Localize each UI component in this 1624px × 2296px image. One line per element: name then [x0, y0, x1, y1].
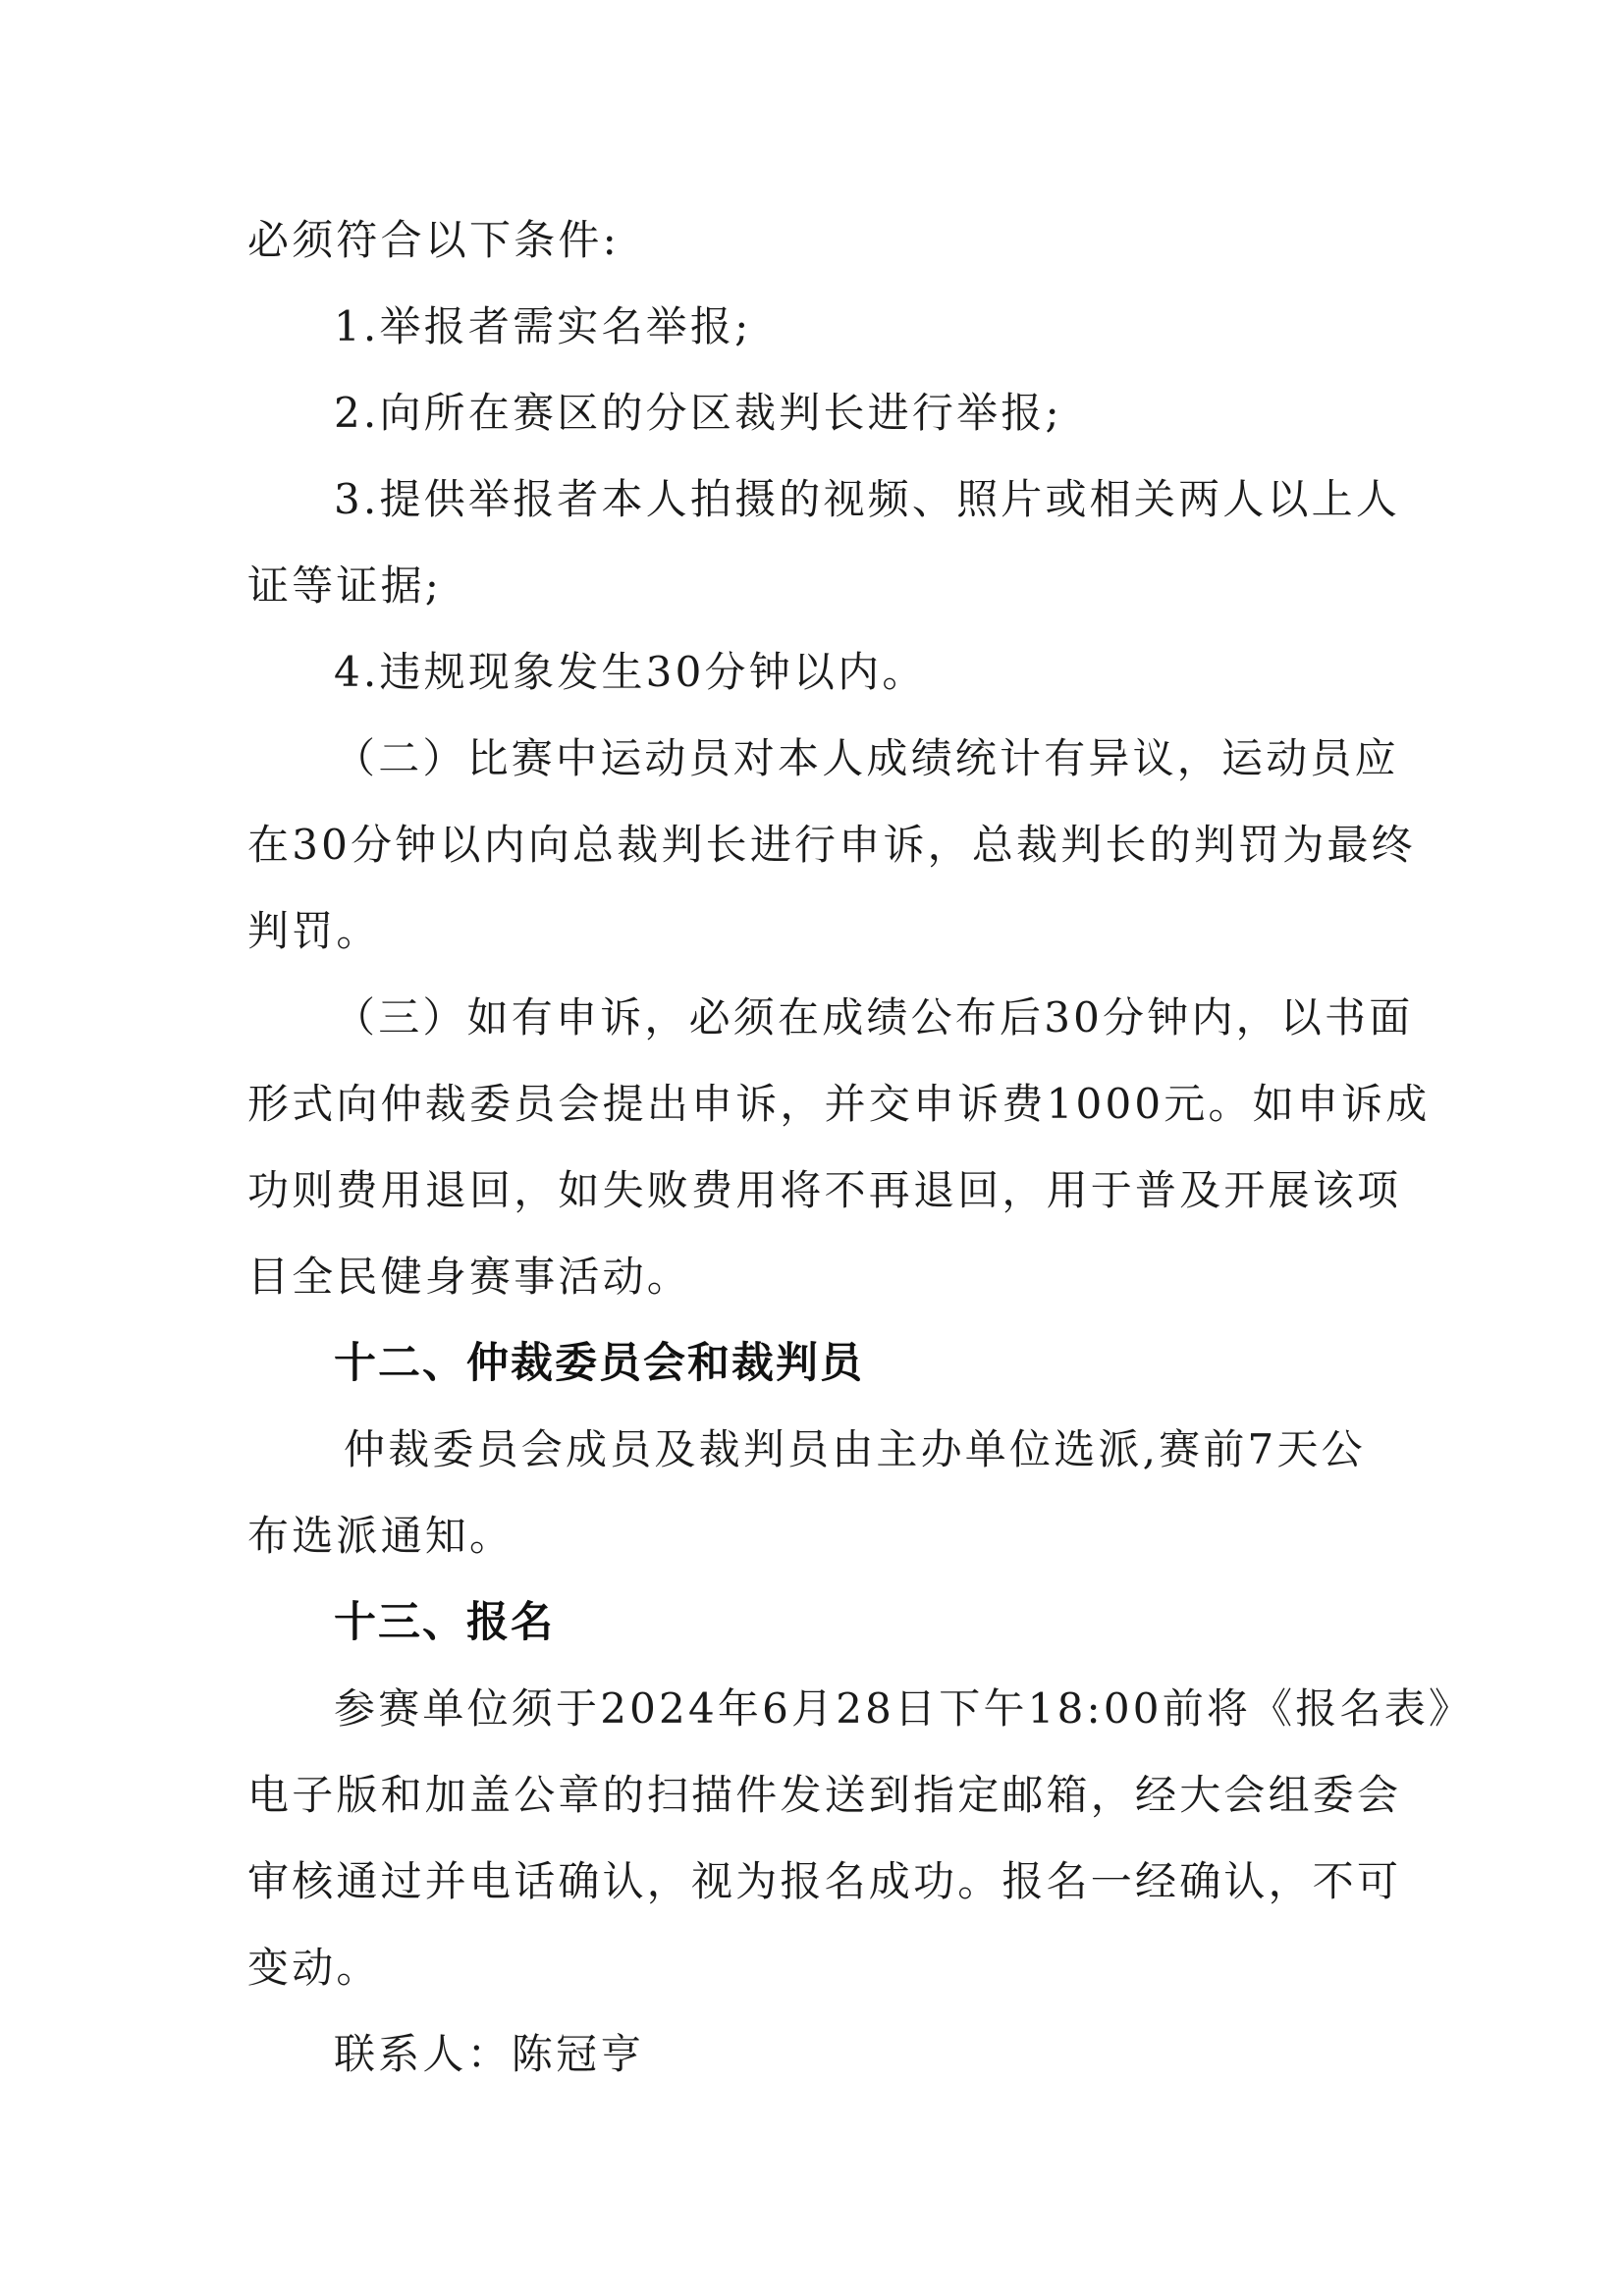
section-13-line-2: 电子版和加盖公章的扫描件发送到指定邮箱，经大会组委会	[247, 1771, 1402, 1819]
section-heading-13: 十三、报名	[334, 1598, 555, 1647]
contact-line: 联系人：陈冠亨	[334, 2030, 645, 2078]
paragraph-line: 必须符合以下条件:	[247, 216, 620, 264]
list-item-3-continued: 证等证据;	[247, 561, 443, 610]
clause-3-line-4: 目全民健身赛事活动。	[247, 1253, 692, 1301]
clause-2-line-1: （二）比赛中运动员对本人成绩统计有异议，运动员应	[334, 734, 1399, 782]
section-12-line-1: 仲裁委员会成员及裁判员由主办单位选派,赛前7天公	[344, 1425, 1366, 1473]
clause-3-line-3: 功则费用退回，如失败费用将不再退回，用于普及开展该项	[247, 1166, 1402, 1214]
section-12-line-2: 布选派通知。	[247, 1512, 514, 1560]
clause-2-line-2: 在30分钟以内向总裁判长进行申诉，总裁判长的判罚为最终	[247, 821, 1416, 869]
list-item-1: 1.举报者需实名举报;	[334, 302, 752, 350]
clause-3-line-1: （三）如有申诉，必须在成绩公布后30分钟内，以书面	[334, 993, 1414, 1041]
section-heading-12: 十二、仲裁委员会和裁判员	[334, 1339, 864, 1388]
clause-2-line-3: 判罚。	[247, 907, 381, 955]
list-item-2: 2.向所在赛区的分区裁判长进行举报;	[334, 389, 1062, 437]
section-13-line-3: 审核通过并电话确认，视为报名成功。报名一经确认，不可	[247, 1857, 1402, 1905]
list-item-3: 3.提供举报者本人拍摄的视频、照片或相关两人以上人	[334, 475, 1401, 523]
list-item-4: 4.违规现象发生30分钟以内。	[334, 648, 927, 696]
clause-3-line-2: 形式向仲裁委员会提出申诉，并交申诉费1000元。如申诉成	[247, 1080, 1431, 1128]
section-13-line-1: 参赛单位须于2024年6月28日下午18:00前将《报名表》	[334, 1684, 1474, 1733]
section-13-line-4: 变动。	[247, 1944, 381, 1992]
